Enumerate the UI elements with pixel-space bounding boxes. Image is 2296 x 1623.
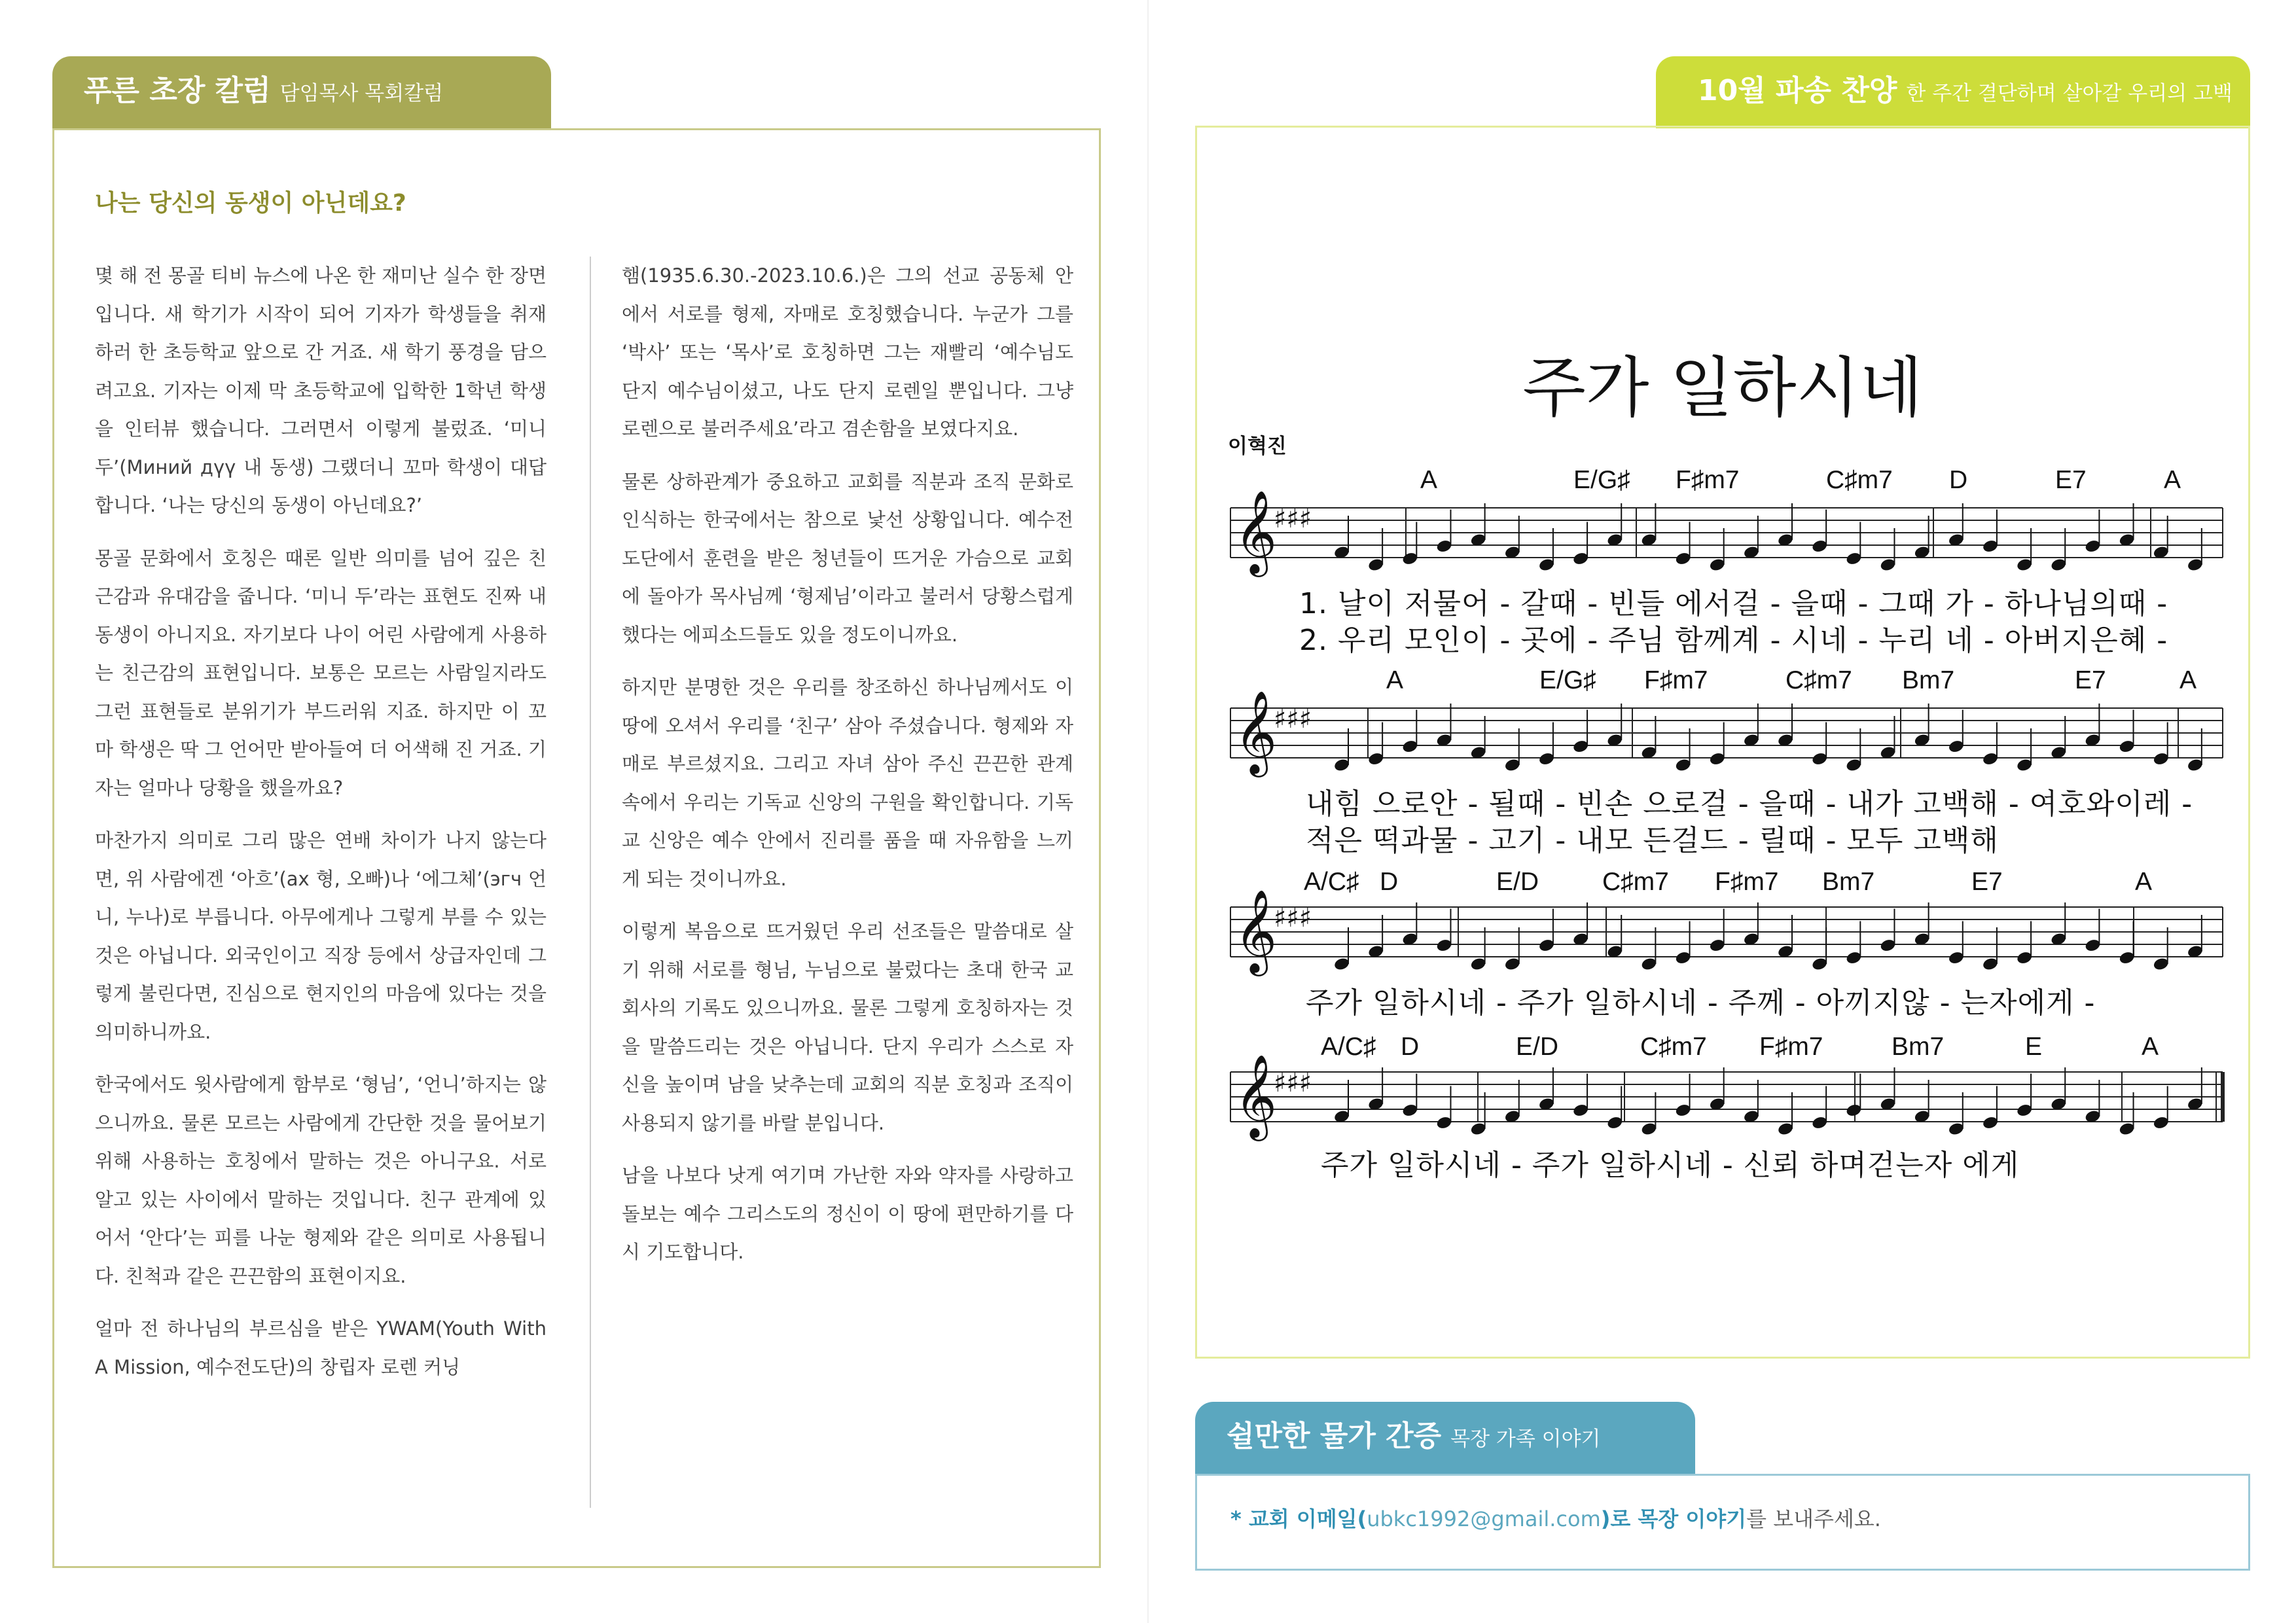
key-signature-icon: ♯♯♯ [1274, 1068, 1312, 1098]
testimony-subtitle: 목장 가족 이야기 [1450, 1427, 1601, 1451]
lyric-line: 2. 우리 모인이 - 곳에 - 주님 함께계 - 시네 - 누리 네 - 아버지은혜 - [1299, 624, 2168, 657]
key-signature-icon: ♯♯♯ [1274, 903, 1312, 933]
testimony-tab [1195, 1402, 1695, 1474]
chord: E [2025, 1033, 2043, 1061]
key-signature-icon: ♯♯♯ [1274, 504, 1312, 534]
email-link[interactable]: ubkc1992@gmail.com [1367, 1507, 1601, 1531]
paragraph: 얼마 전 하나님의 부르심을 받은 YWAM(Youth With A Mission, 예수전도단)의 창립자 로렌 커닝 [95, 1317, 547, 1378]
lyric-line: 주가 일하시네 - 주가 일하시네 - 주께 - 아끼지않 - 는자에게 - [1306, 986, 2096, 1020]
chord: E/D [1496, 868, 1539, 896]
chord: A/C♯ [1304, 868, 1359, 896]
lyric-line: 1. 날이 저물어 - 갈때 - 빈들 에서걸 - 을때 - 그때 가 - 하나님의때 - [1299, 587, 2168, 620]
hymn-title: 10월 파송 찬양 [1698, 74, 1897, 107]
chord: A/C♯ [1321, 1033, 1376, 1061]
composer: 이혁진 [1228, 435, 1287, 458]
paragraph: 마찬가지 의미로 그리 많은 연배 차이가 나지 않는다면, 위 사람에겐 ‘아흐’(ax 형, 오빠)나 ‘에그체’(эгч 언니, 누나)로 부릅니다. 아무에게나 그렇게 부를 수 있는 것은 아닙니다. 외국인이고 직장 등에서 상급자인데 그렇게 불린다면, 진심으로 현지인의 마음에 있다는 것을 의미하니까요. [95, 829, 547, 1043]
chord: C♯m7 [1602, 868, 1669, 896]
treble-clef-icon: 𝄞 [1234, 889, 1278, 972]
treble-clef-icon: 𝄞 [1234, 690, 1278, 774]
lyric-line: 적은 떡과물 - 고기 - 내모 든걸드 - 릴때 - 모두 고백해 [1306, 824, 1999, 857]
paragraph: 물론 상하관계가 중요하고 교회를 직분과 조직 문화로 인식하는 한국에서는 참으로 낯선 상황입니다. 예수전도단에서 훈련을 받은 청년들이 뜨거운 가슴으로 교회에 돌아가 목사님께 ‘형제님’이라고 불러서 당황스럽게 했다는 에피소드들도 있을 정도이니까요. [622, 470, 1073, 646]
testimony-title: 쉴만한 물가 간증 [1227, 1419, 1442, 1453]
chord: F♯m7 [1676, 466, 1740, 494]
chord: D [1380, 868, 1399, 896]
lyric-line: 주가 일하시네 - 주가 일하시네 - 신뢰 하며걷는자 에게 [1321, 1149, 2020, 1182]
paragraph: 몇 해 전 몽골 티비 뉴스에 나온 한 재미난 실수 한 장면입니다. 새 학기가 시작이 되어 기자가 학생들을 취재하러 한 초등학교 앞으로 간 거죠. 새 학기 풍경을 담으려고요. 기자는 이제 막 초등학교에 입학한 1학년 학생을 인터뷰 했습니다. 그러면서 이렇게 불렀죠. ‘미니 두’(Миний дүү 내 동생) 그랬더니 꼬마 학생이 대답합니다. ‘나는 당신의 동생이 아닌데요?’ [95, 264, 547, 516]
chord: E/G♯ [1573, 466, 1630, 494]
chord: A [1420, 466, 1438, 494]
song-title: 주가 일하시네 [1522, 349, 1923, 426]
notice-text: 를 보내주세요. [1746, 1507, 1881, 1531]
chord: Bm7 [1902, 666, 1955, 694]
chord: C♯m7 [1826, 466, 1893, 494]
chord: E7 [2055, 466, 2087, 494]
chord: E7 [2075, 666, 2106, 694]
notice-text: * 교회 이메일( [1230, 1507, 1367, 1531]
chord: F♯m7 [1759, 1033, 1823, 1061]
article-title: 나는 당신의 동생이 아닌데요? [95, 190, 406, 217]
key-signature-icon: ♯♯♯ [1274, 704, 1312, 734]
chord: A [2164, 466, 2181, 494]
paragraph: 남을 나보다 낫게 여기며 가난한 자와 약자를 사랑하고 돌보는 예수 그리스도의 정신이 이 땅에 편만하기를 다시 기도합니다. [622, 1164, 1073, 1263]
paragraph: 몽골 문화에서 호칭은 때론 일반 의미를 넘어 깊은 친근감과 유대감을 줍니다. ‘미니 두’라는 표현도 진짜 내 동생이 아니지요. 자기보다 나이 어린 사람에게 사용하는 친근감의 표현입니다. 보통은 모르는 사람일지라도 그런 표현들로 분위기가 부드러워 지죠. 하지만 이 꼬마 학생은 딱 그 언어만 받아들여 더 어색해 진 거죠. 기자는 얼마나 당황을 했을까요? [95, 546, 547, 799]
treble-clef-icon: 𝄞 [1234, 490, 1278, 573]
treble-clef-icon: 𝄞 [1234, 1054, 1278, 1137]
testimony-tab-title [1227, 1412, 1601, 1454]
chord: Bm7 [1822, 868, 1875, 896]
paragraph: 이렇게 복음으로 뜨거웠던 우리 선조들은 말씀대로 살기 위해 서로를 형님, 누님으로 불렀다는 초대 한국 교회사의 기록도 있으니까요. 물론 그렇게 호칭하자는 것을 말씀드리는 것은 아닙니다. 단지 우리가 스스로 자신을 높이며 남을 낮추는데 교회의 직분 호칭과 조직이 사용되지 않기를 바랄 분입니다. [622, 920, 1073, 1134]
paragraph: 햄(1935.6.30.-2023.10.6.)은 그의 선교 공동체 안에서 서로를 형제, 자매로 호칭했습니다. 누군가 그를 ‘박사’ 또는 ‘목사’로 호칭하면 그는 재빨리 ‘예수님도 단지 예수님이셨고, 나도 단지 로렌일 뿐입니다. 그냥 로렌으로 불러주세요’라고 겸손함을 보였다지요. [622, 264, 1073, 440]
chord: Bm7 [1892, 1033, 1945, 1061]
column-title: 푸른 초장 칼럼 [84, 74, 271, 107]
paragraph: 한국에서도 윗사람에게 함부로 ‘형님’, ‘언니’하지는 않으니까요. 물론 모르는 사람에게 간단한 것을 물어보기 위해 사용하는 호칭에서 말하는 것은 아니구요. 서로 알고 있는 사이에서 말하는 것입니다. 친구 관계에 있어서 ‘안다’는 피를 나눈 형제와 같은 의미로 사용됩니다. 친척과 같은 끈끈함의 표현이지요. [95, 1073, 547, 1287]
chord: E7 [1971, 868, 2003, 896]
chord: D [1949, 466, 1968, 494]
column-subtitle: 담임목사 목회칼럼 [279, 82, 444, 105]
lyric-line: 내힘 으로안 - 될때 - 빈손 으로걸 - 을때 - 내가 고백해 - 여호와이레 - [1306, 787, 2193, 821]
chord: F♯m7 [1715, 868, 1779, 896]
chord: E/D [1516, 1033, 1559, 1061]
chord: A [2142, 1033, 2159, 1061]
chord: A [2135, 868, 2153, 896]
hymn-subtitle: 한 주간 결단하며 살아갈 우리의 고백 [1906, 82, 2233, 105]
chord: C♯m7 [1785, 666, 1852, 694]
testimony-notice [1230, 1503, 1881, 1533]
chord: A [1386, 666, 1404, 694]
notice-text: )로 목장 이야기 [1600, 1507, 1747, 1531]
chord: E/G♯ [1539, 666, 1596, 694]
chord: C♯m7 [1640, 1033, 1707, 1061]
chord: F♯m7 [1644, 666, 1708, 694]
chord: A [2179, 666, 2197, 694]
paragraph: 하지만 분명한 것은 우리를 창조하신 하나님께서도 이 땅에 오셔서 우리를 ‘친구’ 삼아 주셨습니다. 형제와 자매로 부르셨지요. 그리고 자녀 삼아 주신 끈끈한 관계 속에서 우리는 기독교 신앙의 구원을 확인합니다. 기독교 신앙은 예수 안에서 진리를 품을 때 자유함을 느끼게 되는 것이니까요. [622, 676, 1073, 890]
chord: D [1401, 1033, 1420, 1061]
